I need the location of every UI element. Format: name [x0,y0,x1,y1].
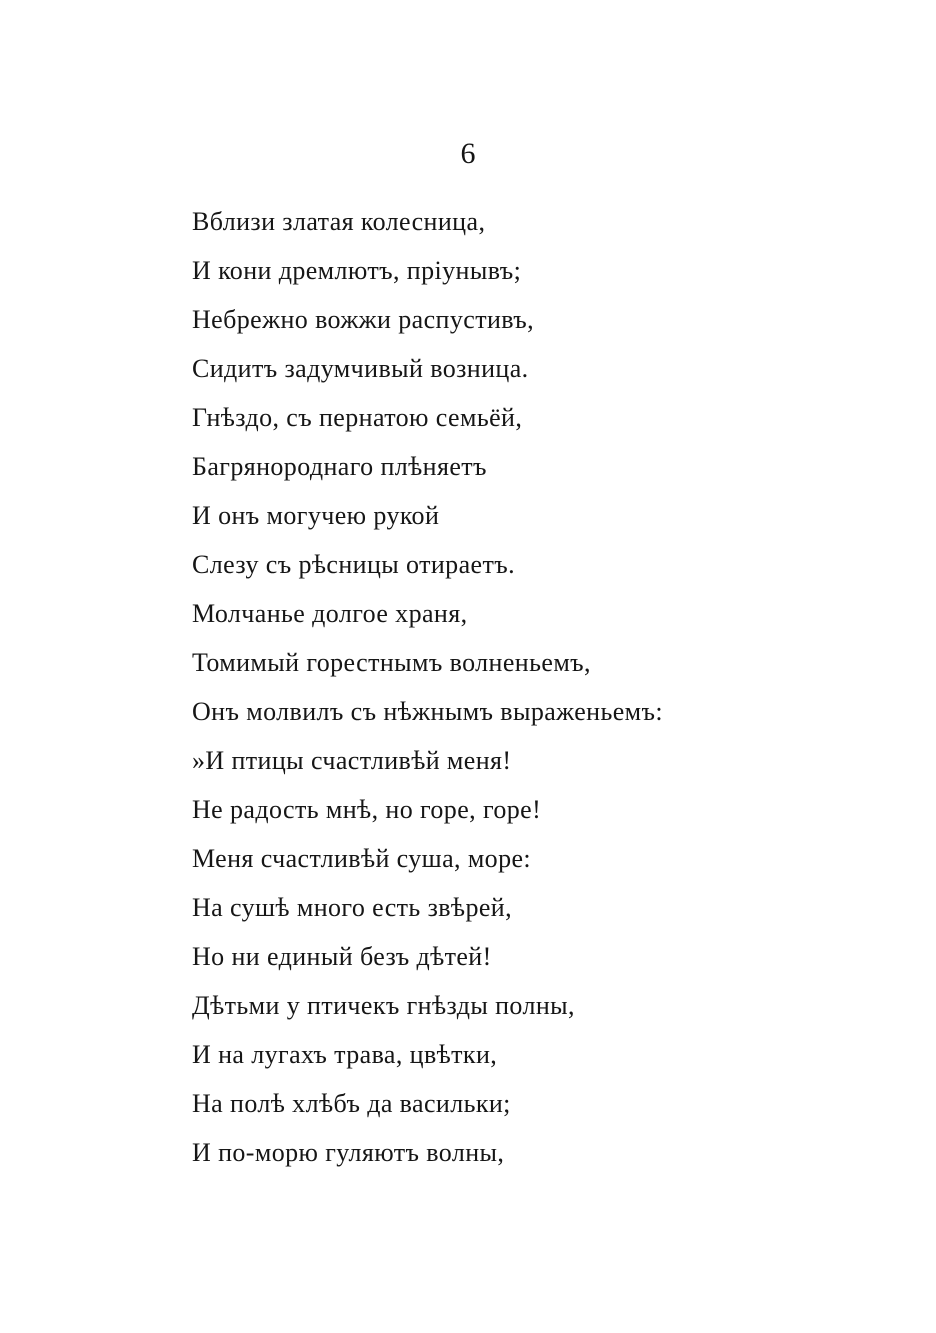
poem-line: Меня счастливѣй суша, море: [192,844,532,873]
poem-line: Онъ молвилъ съ нѣжнымъ выраженьемъ: [192,697,663,726]
poem-line: Но ни единый безъ дѣтей! [192,942,492,971]
poem-line: Томимый горестнымъ волненьемъ, [192,648,591,677]
poem-text [192,197,892,1177]
poem-line: Вблизи златая колесница, [192,207,486,236]
poem-line: Не радость мнѣ, но горе, горе! [192,795,542,824]
poem-line: И на лугахъ трава, цвѣтки, [192,1040,498,1069]
poem-line: Багрянороднаго плѣняетъ [192,452,487,481]
poem-line: Дѣтьми у птичекъ гнѣзды полны, [192,991,575,1020]
poem-line: На сушѣ много есть звѣрей, [192,893,513,922]
poem-line: »И птицы счастливѣй меня! [192,746,512,775]
poem-line: Небрежно вожжи распустивъ, [192,305,535,334]
page-number: 6 [460,137,476,170]
poem-line: И кони дремлютъ, пріунывъ; [192,256,522,285]
poem-line: На полѣ хлѣбъ да васильки; [192,1089,511,1118]
poem-line: И по-морю гуляютъ волны, [192,1138,505,1167]
poem-line: Слезу съ рѣсницы отираетъ. [192,550,515,579]
poem-line: Гнѣздо, съ пернатою семьёй, [192,403,523,432]
poem-line: Сидитъ задумчивый возница. [192,354,529,383]
poem-line: Молчанье долгое храня, [192,599,468,628]
poem-line: И онъ могучею рукой [192,501,440,530]
